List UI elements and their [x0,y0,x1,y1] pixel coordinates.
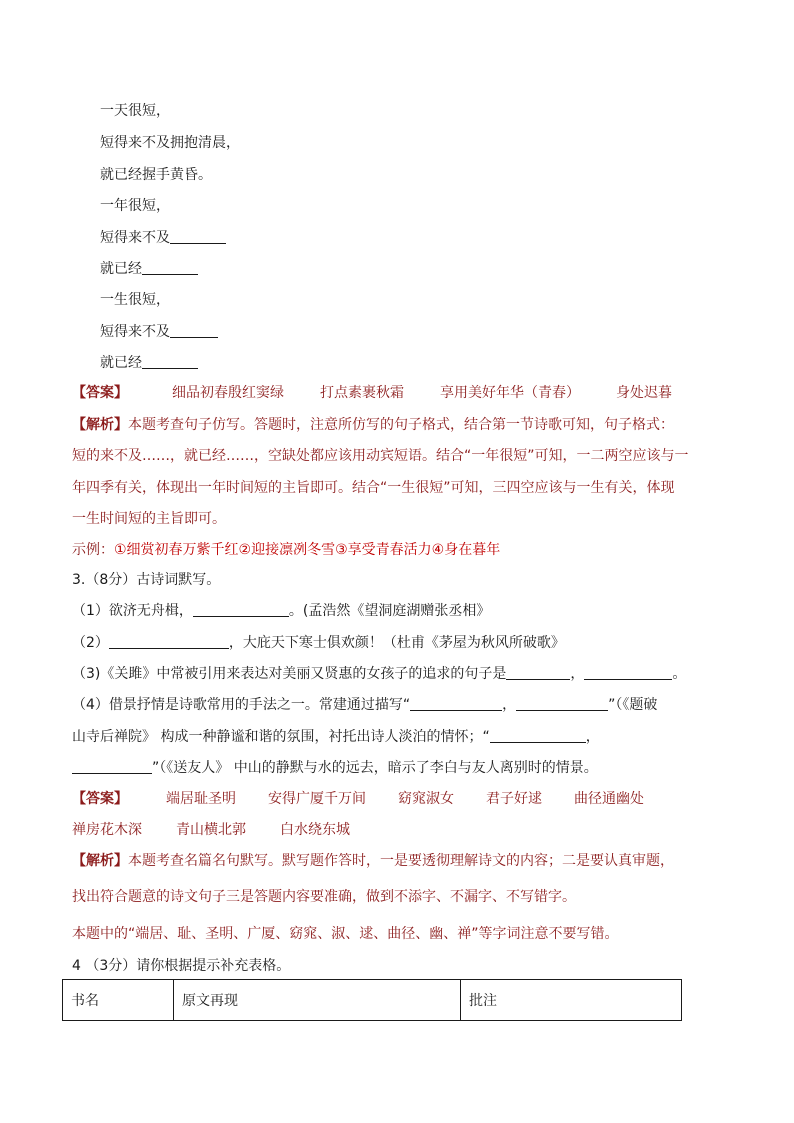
analysis-1-line-3: 年四季有关，体现出一年时间短的主旨即可。结合“一生很短”可知，三四空应该与一生有关，体现 [72,480,675,496]
q3-s4-cite: ”（《题破 [608,697,658,713]
answer-3-item-6: 禅房花木深 [72,822,142,838]
q3-s1-prefix: （1）欲济无舟楫， [72,603,193,619]
fill-blank-2[interactable] [142,260,198,275]
analysis-1-line-2: 短的来不及……，就已经……，空缺处都应该用动宾短语。结合“一年很短”可知，一二两空应该与一 [72,448,689,464]
answer-1-item-1: 细品初春殷红窦绿 [172,385,284,401]
answer-3-line-1 [72,789,644,809]
q3-blank-4[interactable] [584,665,672,680]
poem-line-2: 短得来不及拥抱清晨， [100,135,240,151]
fill-blank-3[interactable] [170,323,218,338]
q3-s2-suffix: ，大庇天下寒士俱欢颜！（杜甫《茅屋为秋风所破歌》 [228,635,565,651]
table-header-book: 书名 [63,980,174,1021]
fill-blank-1[interactable] [170,229,226,244]
answer-3-item-8: 白水绕东城 [280,822,350,838]
question-3-item-4-line-3 [72,758,598,778]
answer-3-item-3: 窈窕淑女 [398,791,454,807]
answer-tag: 【答案】 [72,385,128,401]
poem-line-5-text: 短得来不及 [100,230,170,246]
question-4-table [62,979,682,1021]
table-row [63,980,682,1021]
analysis-3-line-3: 本题中的“端居、耻、圣明、广厦、窈窕、淑、逑、曲径、幽、禅”等字词注意不要写错。 [72,926,619,942]
question-3-item-4-line-1 [72,695,657,715]
answer-1-item-4: 身处迟暮 [616,385,672,401]
analysis-3-line-2: 找出符合题意的诗文句子三是答题内容要准确，做到不添字、不漏字、不写错字。 [72,889,576,905]
q3-blank-5[interactable] [410,696,502,711]
answer-tag-3: 【答案】 [72,791,128,807]
example-label: 示例： [72,542,114,558]
poem-line-5 [100,228,226,248]
q3-blank-1[interactable] [193,602,289,617]
table-header-annotation: 批注 [461,980,682,1021]
poem-line-3: 就已经握手黄昏。 [100,167,212,183]
fill-blank-4[interactable] [142,354,198,369]
answer-3-item-5: 曲径通幽处 [574,791,644,807]
q3-s3-comma: ， [570,666,585,682]
analysis-1-example [72,540,500,560]
poem-line-9 [100,353,198,373]
poem-line-6 [100,259,198,279]
analysis-1-text-1: 本题考查句子仿写。答题时，注意所仿写的句子格式，结合第一节诗歌可知，句子格式： [128,417,674,433]
q3-s4-comma: ， [502,697,517,713]
poem-line-8-text: 短得来不及 [100,324,170,340]
answer-3-line-2 [72,820,350,840]
question-4-title: 4 （3分）请你根据提示补充表格。 [72,958,291,974]
q3-blank-3[interactable] [506,665,570,680]
q3-s4-end: ”（《送友人》 中山的静默与水的远去，暗示了李白与友人离别时的情景。 [152,760,598,776]
example-text: ①细赏初春万紫千红②迎接凛冽冬雪③享受青春活力④身在暮年 [114,542,501,558]
q3-blank-7[interactable] [490,728,586,743]
q3-s4-prefix: （4）借景抒情是诗歌常用的手法之一。常建通过描写“ [72,697,411,713]
poem-line-4: 一年很短， [100,198,170,214]
question-3-title: 3.（8分）古诗词默写。 [72,572,221,588]
q3-s2-prefix: （2） [72,635,109,651]
question-3-item-4-line-2 [72,727,600,747]
analysis-tag: 【解析】 [72,417,128,433]
q3-blank-6[interactable] [516,696,608,711]
answer-3-item-7: 青山横北郭 [176,822,246,838]
poem-line-6-text: 就已经 [100,261,142,277]
q3-blank-8[interactable] [72,759,152,774]
answer-3-item-2: 安得广厦千万间 [268,791,366,807]
q3-s3-end: 。 [672,666,687,682]
table-header-original: 原文再现 [174,980,461,1021]
poem-line-9-text: 就已经 [100,355,142,371]
answer-1-item-3: 享用美好年华（青春） [440,385,580,401]
analysis-tag-3: 【解析】 [72,853,128,869]
answer-3-item-1: 端居耻圣明 [166,791,236,807]
analysis-1-line-1 [72,415,674,435]
question-3-item-1 [72,601,490,621]
poem-line-7: 一生很短， [100,292,170,308]
analysis-3-text-1: 本题考查名篇名句默写。默写题作答时，一是要透彻理解诗文的内容；二是要认真审题， [128,853,674,869]
analysis-1-line-4: 一生时间短的主旨即可。 [72,511,226,527]
q3-s1-suffix: 。(孟浩然《望洞庭湖赠张丞相》 [288,603,491,619]
q3-s3-prefix: （3)《关雎》中常被引用来表达对美丽又贤惠的女孩子的追求的句子是 [72,666,507,682]
analysis-3-line-1 [72,851,674,871]
q3-s4-middle: 山寺后禅院》 构成一种静谧和谐的氛围，衬托出诗人淡泊的情怀；“ [72,729,490,745]
q3-blank-2[interactable] [109,634,229,649]
q3-s4-comma-2: ， [585,729,600,745]
poem-line-1: 一天很短， [100,103,170,119]
answer-3-item-4: 君子好逑 [486,791,542,807]
answer-1-item-2: 打点素裹秋霜 [320,385,404,401]
question-3-item-2 [72,633,565,653]
poem-line-8 [100,322,218,342]
question-3-item-3 [72,664,686,684]
answer-1 [72,383,672,403]
